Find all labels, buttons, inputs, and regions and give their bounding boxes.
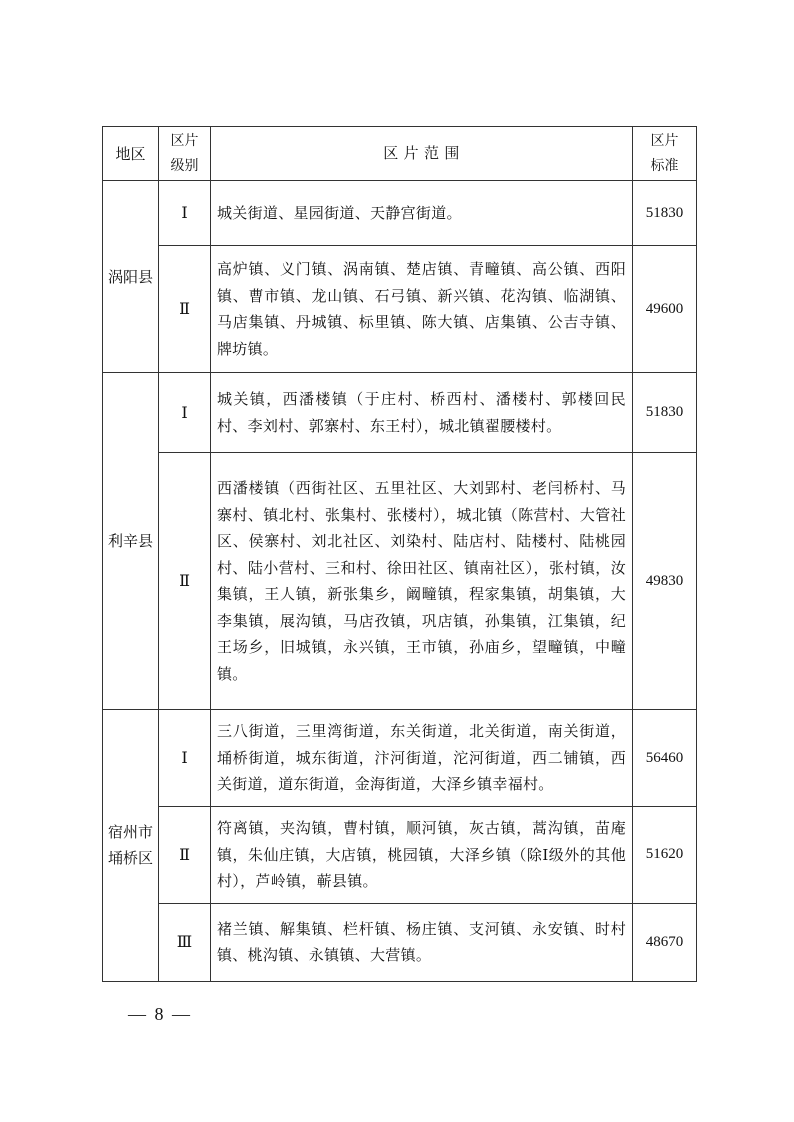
level-cell: Ⅰ	[159, 373, 211, 453]
region-cell-guoyang: 涡阳县	[103, 181, 159, 373]
standard-cell: 51830	[633, 181, 697, 246]
standard-cell: 51620	[633, 807, 697, 904]
scope-cell: 城关街道、星园街道、天静宫街道。	[211, 181, 633, 246]
standard-cell: 49830	[633, 453, 697, 710]
level-cell: Ⅱ	[159, 453, 211, 710]
level-cell: Ⅰ	[159, 710, 211, 807]
scope-cell: 城关镇，西潘楼镇（于庄村、桥西村、潘楼村、郭楼回民村、李刘村、郭寨村、东王村），城北镇翟腰楼村。	[211, 373, 633, 453]
table-row	[103, 903, 697, 981]
page-number: — 8 —	[128, 1004, 192, 1024]
scope-cell: 褚兰镇、解集镇、栏杆镇、杨庄镇、支河镇、永安镇、时村镇、桃沟镇、永镇镇、大营镇。	[211, 903, 633, 981]
scope-cell: 高炉镇、义门镇、涡南镇、楚店镇、青疃镇、高公镇、西阳镇、曹市镇、龙山镇、石弓镇、新兴镇、花沟镇、临湖镇、马店集镇、丹城镇、标里镇、陈大镇、店集镇、公吉寺镇、牌坊镇。	[211, 246, 633, 373]
standard-cell: 49600	[633, 246, 697, 373]
level-cell: Ⅰ	[159, 181, 211, 246]
standard-cell: 48670	[633, 903, 697, 981]
table-row	[103, 246, 697, 373]
level-cell: Ⅱ	[159, 246, 211, 373]
header-level: 区片 级别	[159, 127, 211, 181]
table-row	[103, 710, 697, 807]
region-cell-yongqiao: 宿州市 埇桥区	[103, 710, 159, 982]
scope-cell: 符离镇，夹沟镇，曹村镇，顺河镇，灰古镇，蒿沟镇，苗庵镇，朱仙庄镇，大店镇，桃园镇，大泽乡镇（除Ⅰ级外的其他村），芦岭镇，蕲县镇。	[211, 807, 633, 904]
table-header-row	[103, 127, 697, 181]
header-standard: 区片 标准	[633, 127, 697, 181]
table-row	[103, 181, 697, 246]
header-region: 地区	[103, 127, 159, 181]
standard-cell: 56460	[633, 710, 697, 807]
table-row	[103, 373, 697, 453]
land-price-table	[102, 126, 697, 982]
table-row	[103, 453, 697, 710]
header-scope: 区 片 范 围	[211, 127, 633, 181]
scope-cell: 三八街道，三里湾街道，东关街道，北关街道，南关街道，埇桥街道，城东街道，汴河街道，沱河街道，西二铺镇，西关街道，道东街道，金海街道，大泽乡镇幸福村。	[211, 710, 633, 807]
level-cell: Ⅱ	[159, 807, 211, 904]
standard-cell: 51830	[633, 373, 697, 453]
region-cell-lixin: 利辛县	[103, 373, 159, 710]
scope-cell: 西潘楼镇（西街社区、五里社区、大刘郢村、老闫桥村、马寨村、镇北村、张集村、张楼村），城北镇（陈营村、大管社区、侯寨村、刘北社区、刘染村、陆店村、陆楼村、陆桃园村、陆小营村、三和村、徐田社区、镇南社区），张村镇，汝集镇，王人镇，新张集乡，阚疃镇，程家集镇，胡集镇，大李集镇，展沟镇，马店孜镇，巩店镇，孙集镇，江集镇，纪王场乡，旧城镇，永兴镇，王市镇，孙庙乡，望疃镇，中疃镇。	[211, 453, 633, 710]
table-row	[103, 807, 697, 904]
level-cell: Ⅲ	[159, 903, 211, 981]
